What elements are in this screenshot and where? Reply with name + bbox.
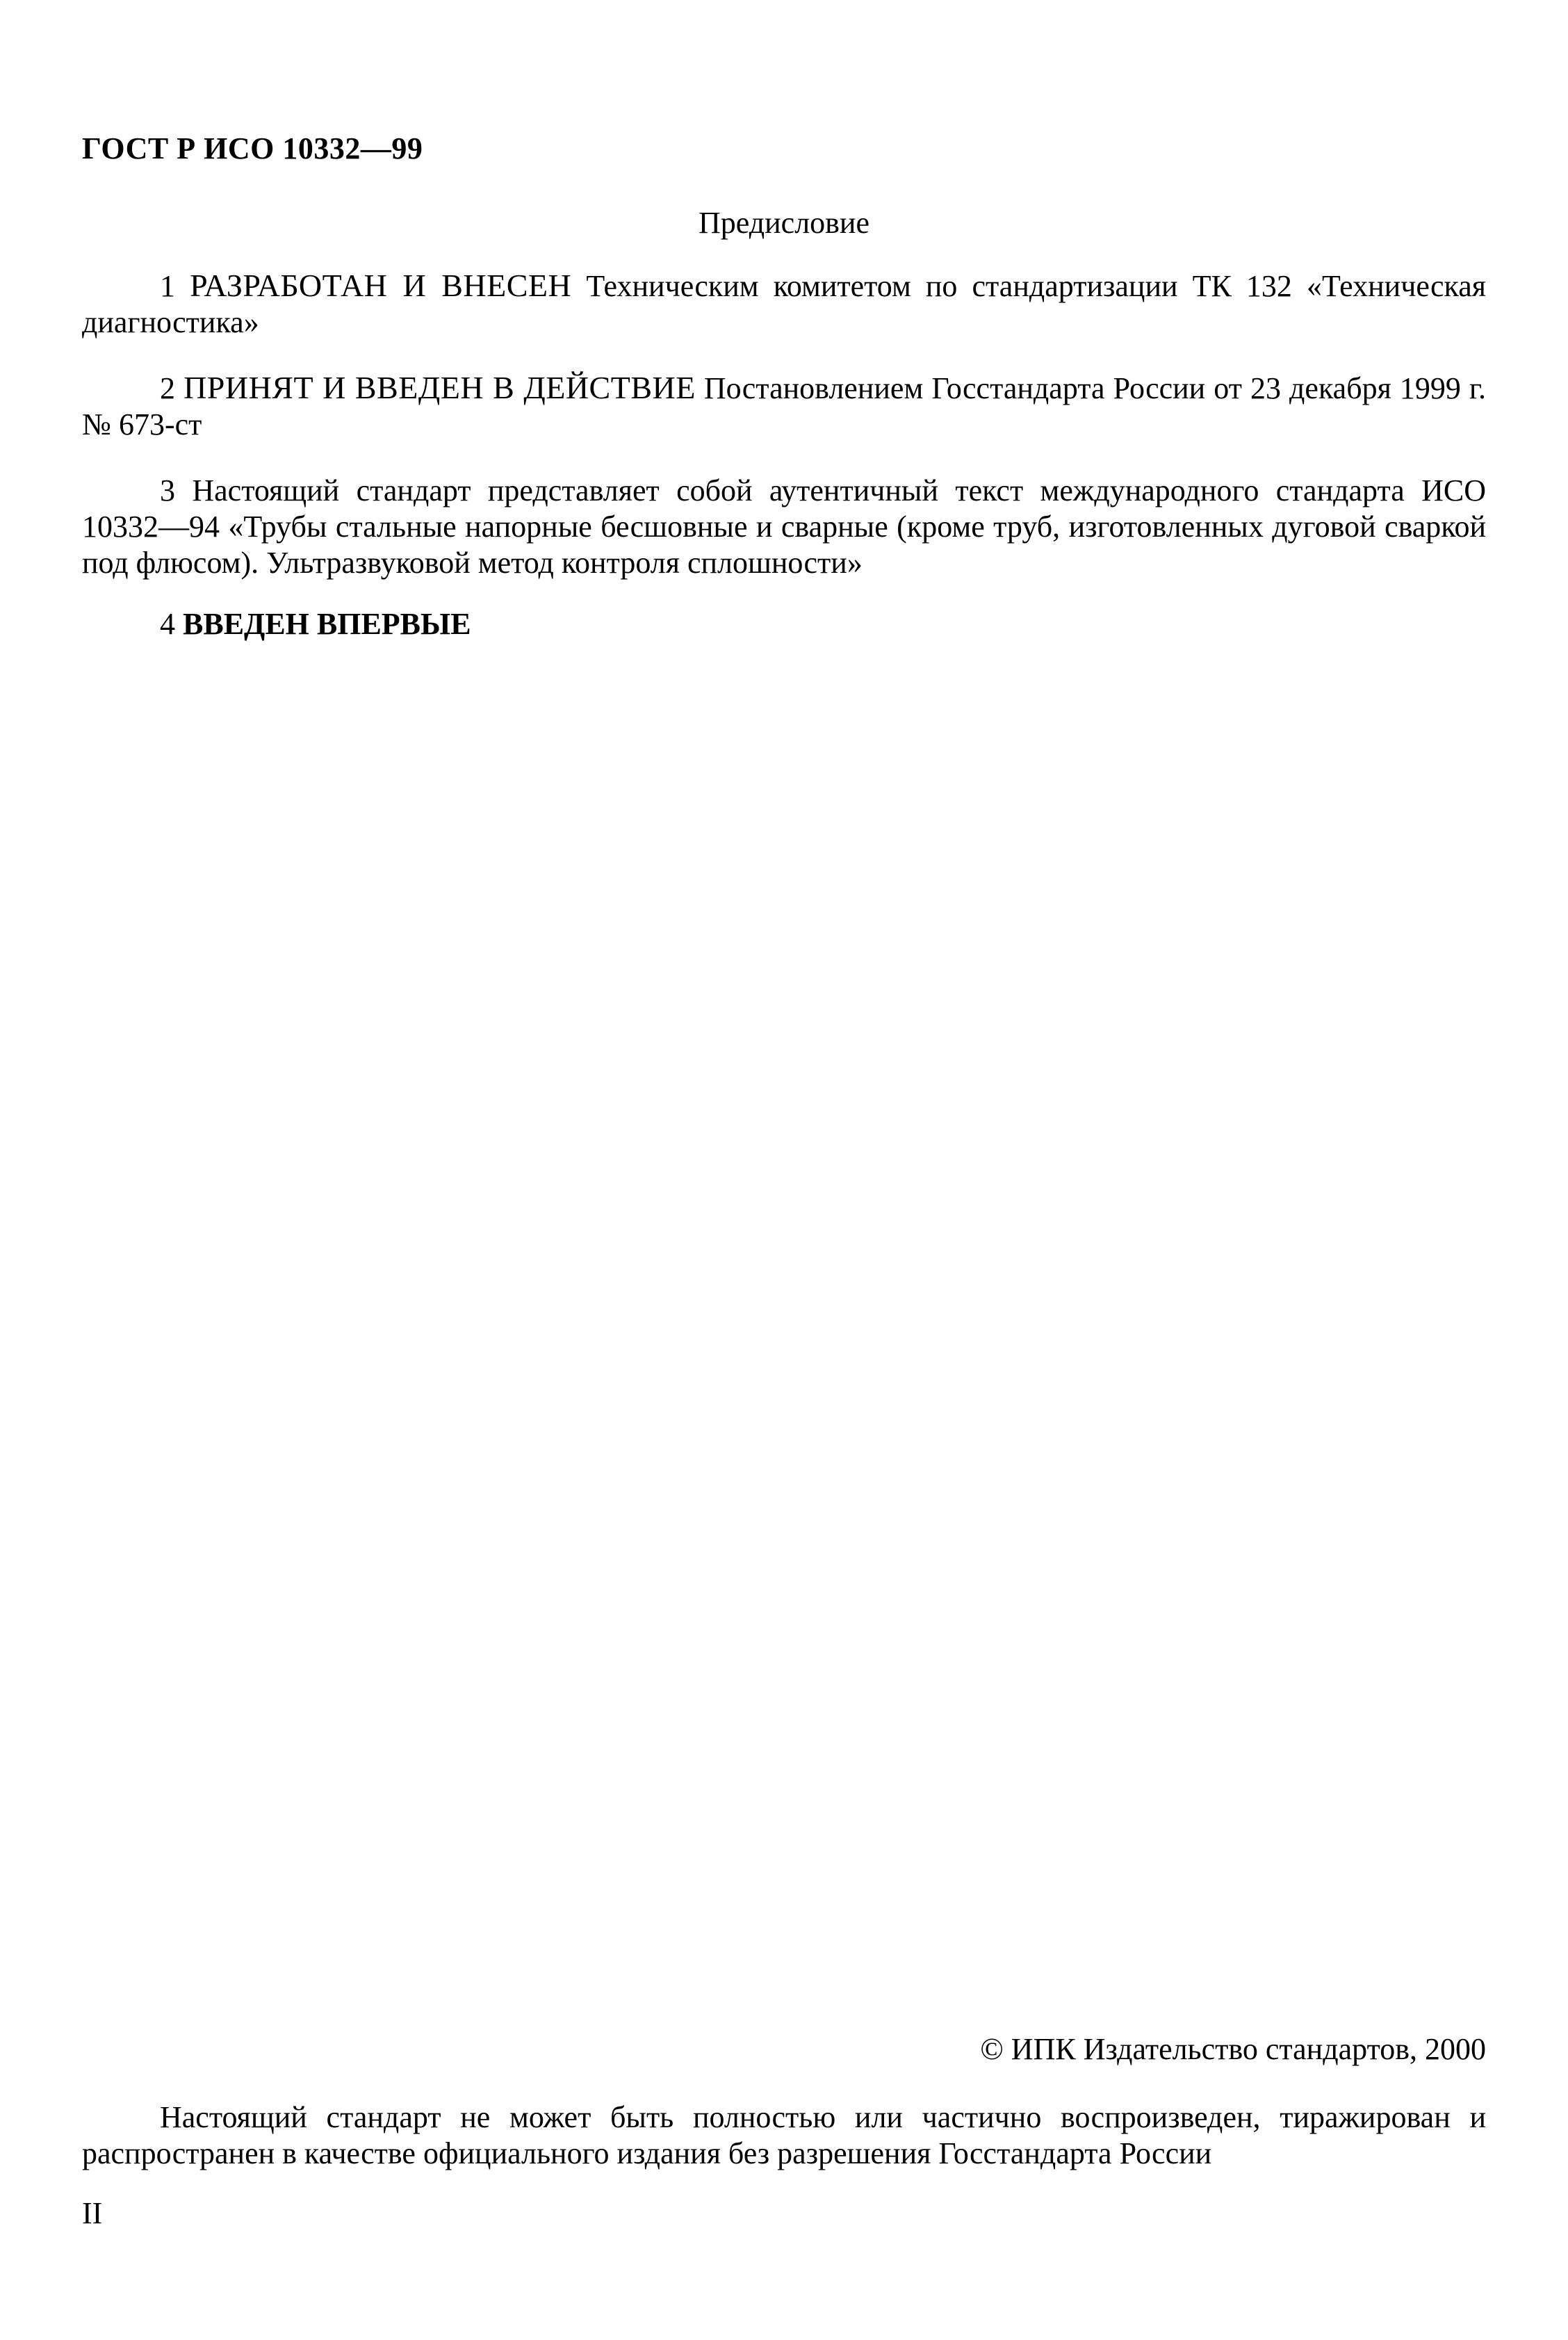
page-number: II — [82, 2196, 103, 2230]
preface-item-2-lead: ПРИНЯТ И ВВЕДЕН В ДЕЙСТВИЕ — [183, 370, 696, 405]
preface-item-4-lead: ВВЕДЕН ВПЕРВЫЕ — [183, 607, 471, 641]
preface-item-1-text: Техническим комитетом по стандартизации ТК 132 «Техническая диагностика» — [82, 269, 1486, 339]
preface-item-2-number: 2 — [160, 371, 175, 405]
reproduction-notice: Настоящий стандарт не может быть полностью или частично воспроизведен, тиражирован и распространен в качестве официального издания без разрешения Госстандарта России — [82, 2100, 1486, 2170]
preface-item-4 — [82, 606, 1486, 642]
preface-item-3-text: Настоящий стандарт представляет собой аутентичный текст международного стандарта ИСО 10332—94 «Трубы стальные напорные бесшовные и сварные (кроме труб, изготовленных дуговой сваркой под флюсом). Ультразвуковой метод контроля сплошности» — [82, 473, 1487, 580]
preface-item-4-number: 4 — [160, 607, 175, 641]
preface-item-3 — [82, 473, 1486, 581]
preface-item-3-number: 3 — [160, 473, 175, 507]
preface-item-2 — [82, 370, 1486, 443]
document-page — [82, 0, 1486, 2340]
document-code: ГОСТ Р ИСО 10332—99 — [82, 131, 423, 165]
preface-item-1 — [82, 268, 1486, 341]
preface-item-2-text: Постановлением Госстандарта России от 23 декабря 1999 г. № 673-ст — [82, 371, 1487, 441]
preface-title: Предисловие — [699, 206, 869, 240]
preface-item-1-lead: РАЗРАБОТАН И ВНЕСЕН — [190, 268, 572, 303]
preface-item-1-number: 1 — [160, 269, 175, 303]
copyright-line: © ИПК Издательство стандартов, 2000 — [980, 2032, 1486, 2066]
